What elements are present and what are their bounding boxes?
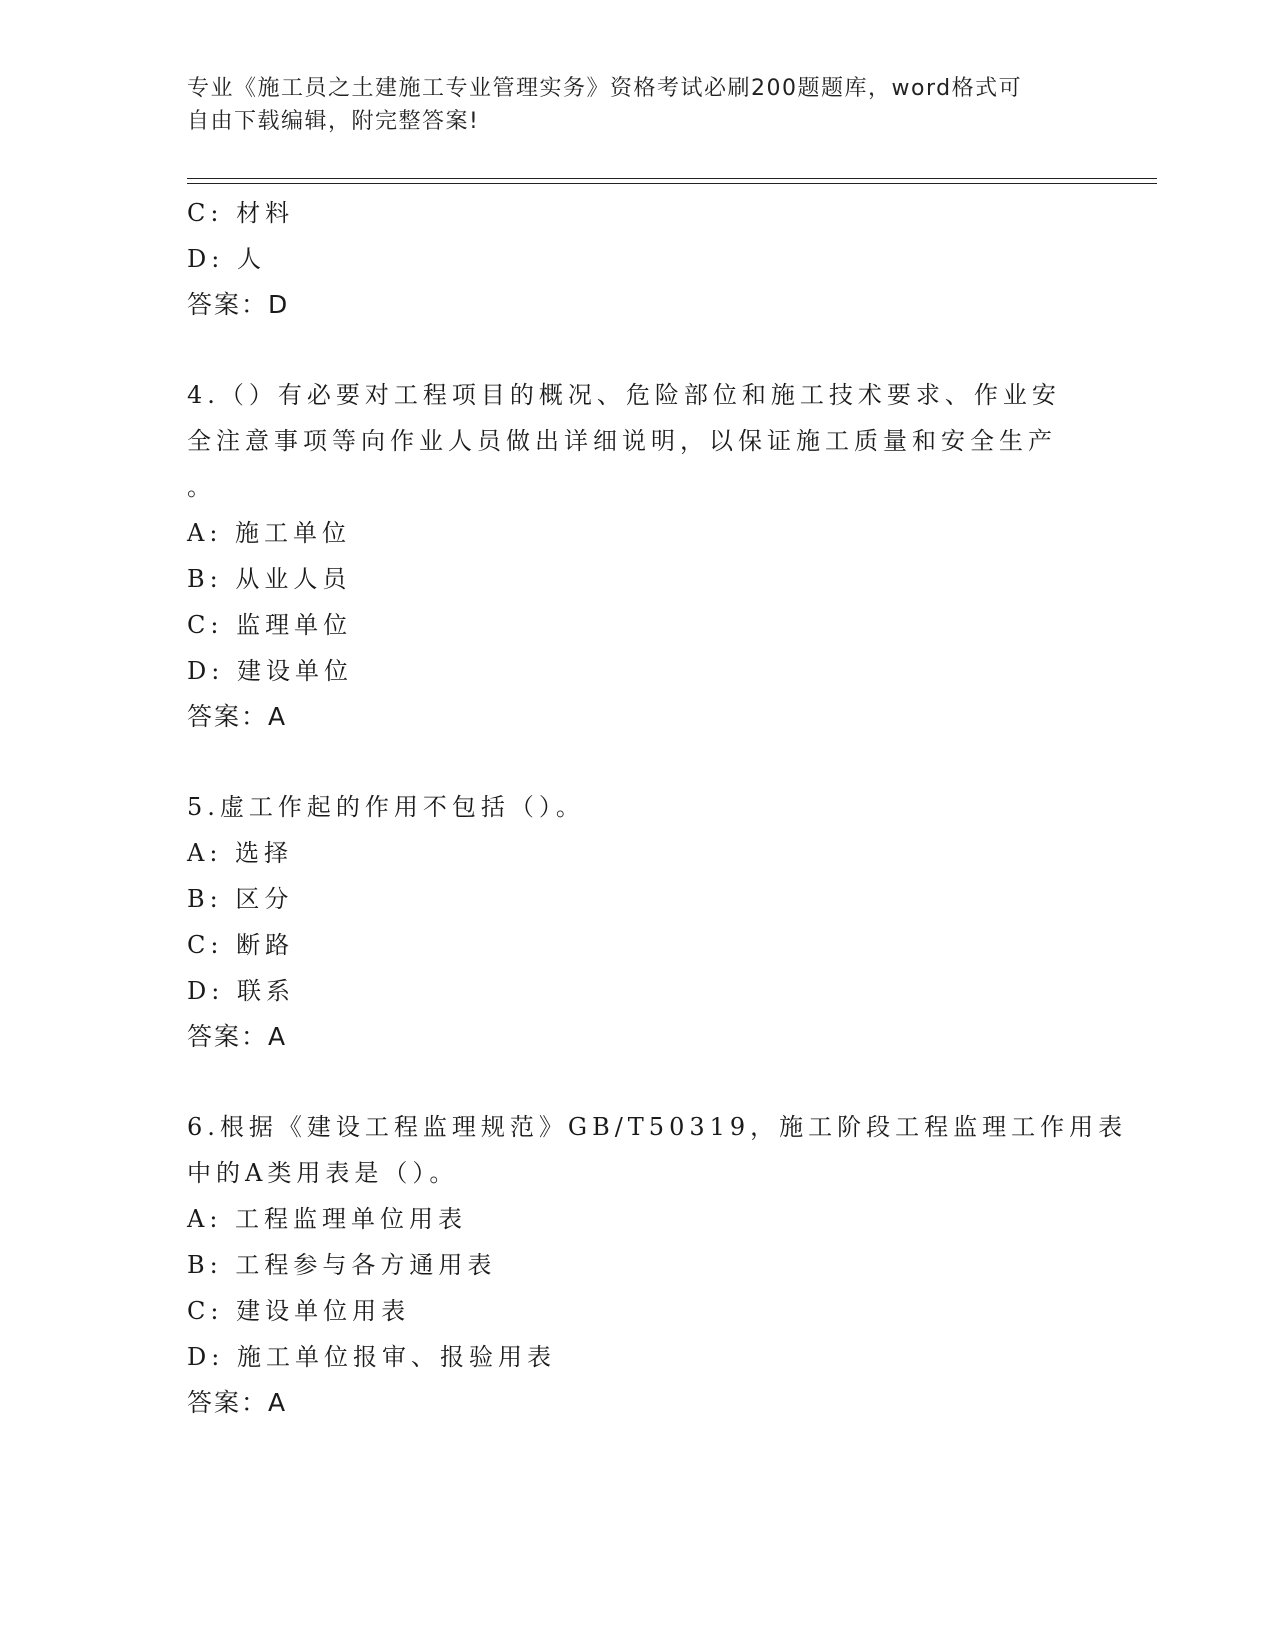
question-text-line: 5.虚工作起的作用不包括（）。 [187,793,585,821]
question-text [187,784,1087,830]
question-text [187,372,1087,510]
question-text-line: 全注意事项等向作业人员做出详细说明，以保证施工质量和安全生产 [187,427,1057,455]
option-a: A: 选择 [187,839,294,867]
option-b: B: 区分 [187,885,294,913]
answer-line: 答案：D [187,290,290,319]
option-c: C: 建设单位用表 [187,1297,411,1325]
option-d: D: 施工单位报审、报验用表 [187,1343,556,1371]
answer-line: 答案：A [187,1022,288,1051]
question-5 [187,784,1087,1060]
option-c: C: 材料 [187,199,295,227]
question-text-line: 6.根据《建设工程监理规范》GB/T50319，施工阶段工程监理工作用表 [187,1113,1128,1141]
option-d: D: 人 [187,245,266,273]
answer-line: 答案：A [187,1388,288,1417]
option-d: D: 联系 [187,977,295,1005]
header-divider-top [187,178,1157,179]
document-header [187,72,1067,138]
question-3-continuation [187,190,1087,328]
question-list [187,190,1128,1426]
header-line-2: 自由下载编辑，附完整答案! [187,109,480,134]
option-d: D: 建设单位 [187,657,353,685]
option-b: B: 从业人员 [187,565,352,593]
option-a: A: 工程监理单位用表 [187,1205,468,1233]
spacer [187,740,1087,784]
option-c: C: 断路 [187,931,295,959]
spacer [187,1060,1087,1104]
option-c: C: 监理单位 [187,611,353,639]
question-text [187,1104,1128,1196]
question-4 [187,372,1087,740]
option-a: A: 施工单位 [187,519,352,547]
header-divider-bottom [187,183,1157,184]
header-line-1: 专业《施工员之土建施工专业管理实务》资格考试必刷200题题库，word格式可 [187,76,1023,101]
spacer [187,328,1087,372]
question-text-line: 中的A类用表是（）。 [187,1159,459,1187]
question-text-line: 4.（）有必要对工程项目的概况、危险部位和施工技术要求、作业安 [187,381,1061,409]
question-6 [187,1104,1128,1426]
question-text-line: 。 [187,473,216,501]
answer-line: 答案：A [187,702,288,731]
option-b: B: 工程参与各方通用表 [187,1251,497,1279]
